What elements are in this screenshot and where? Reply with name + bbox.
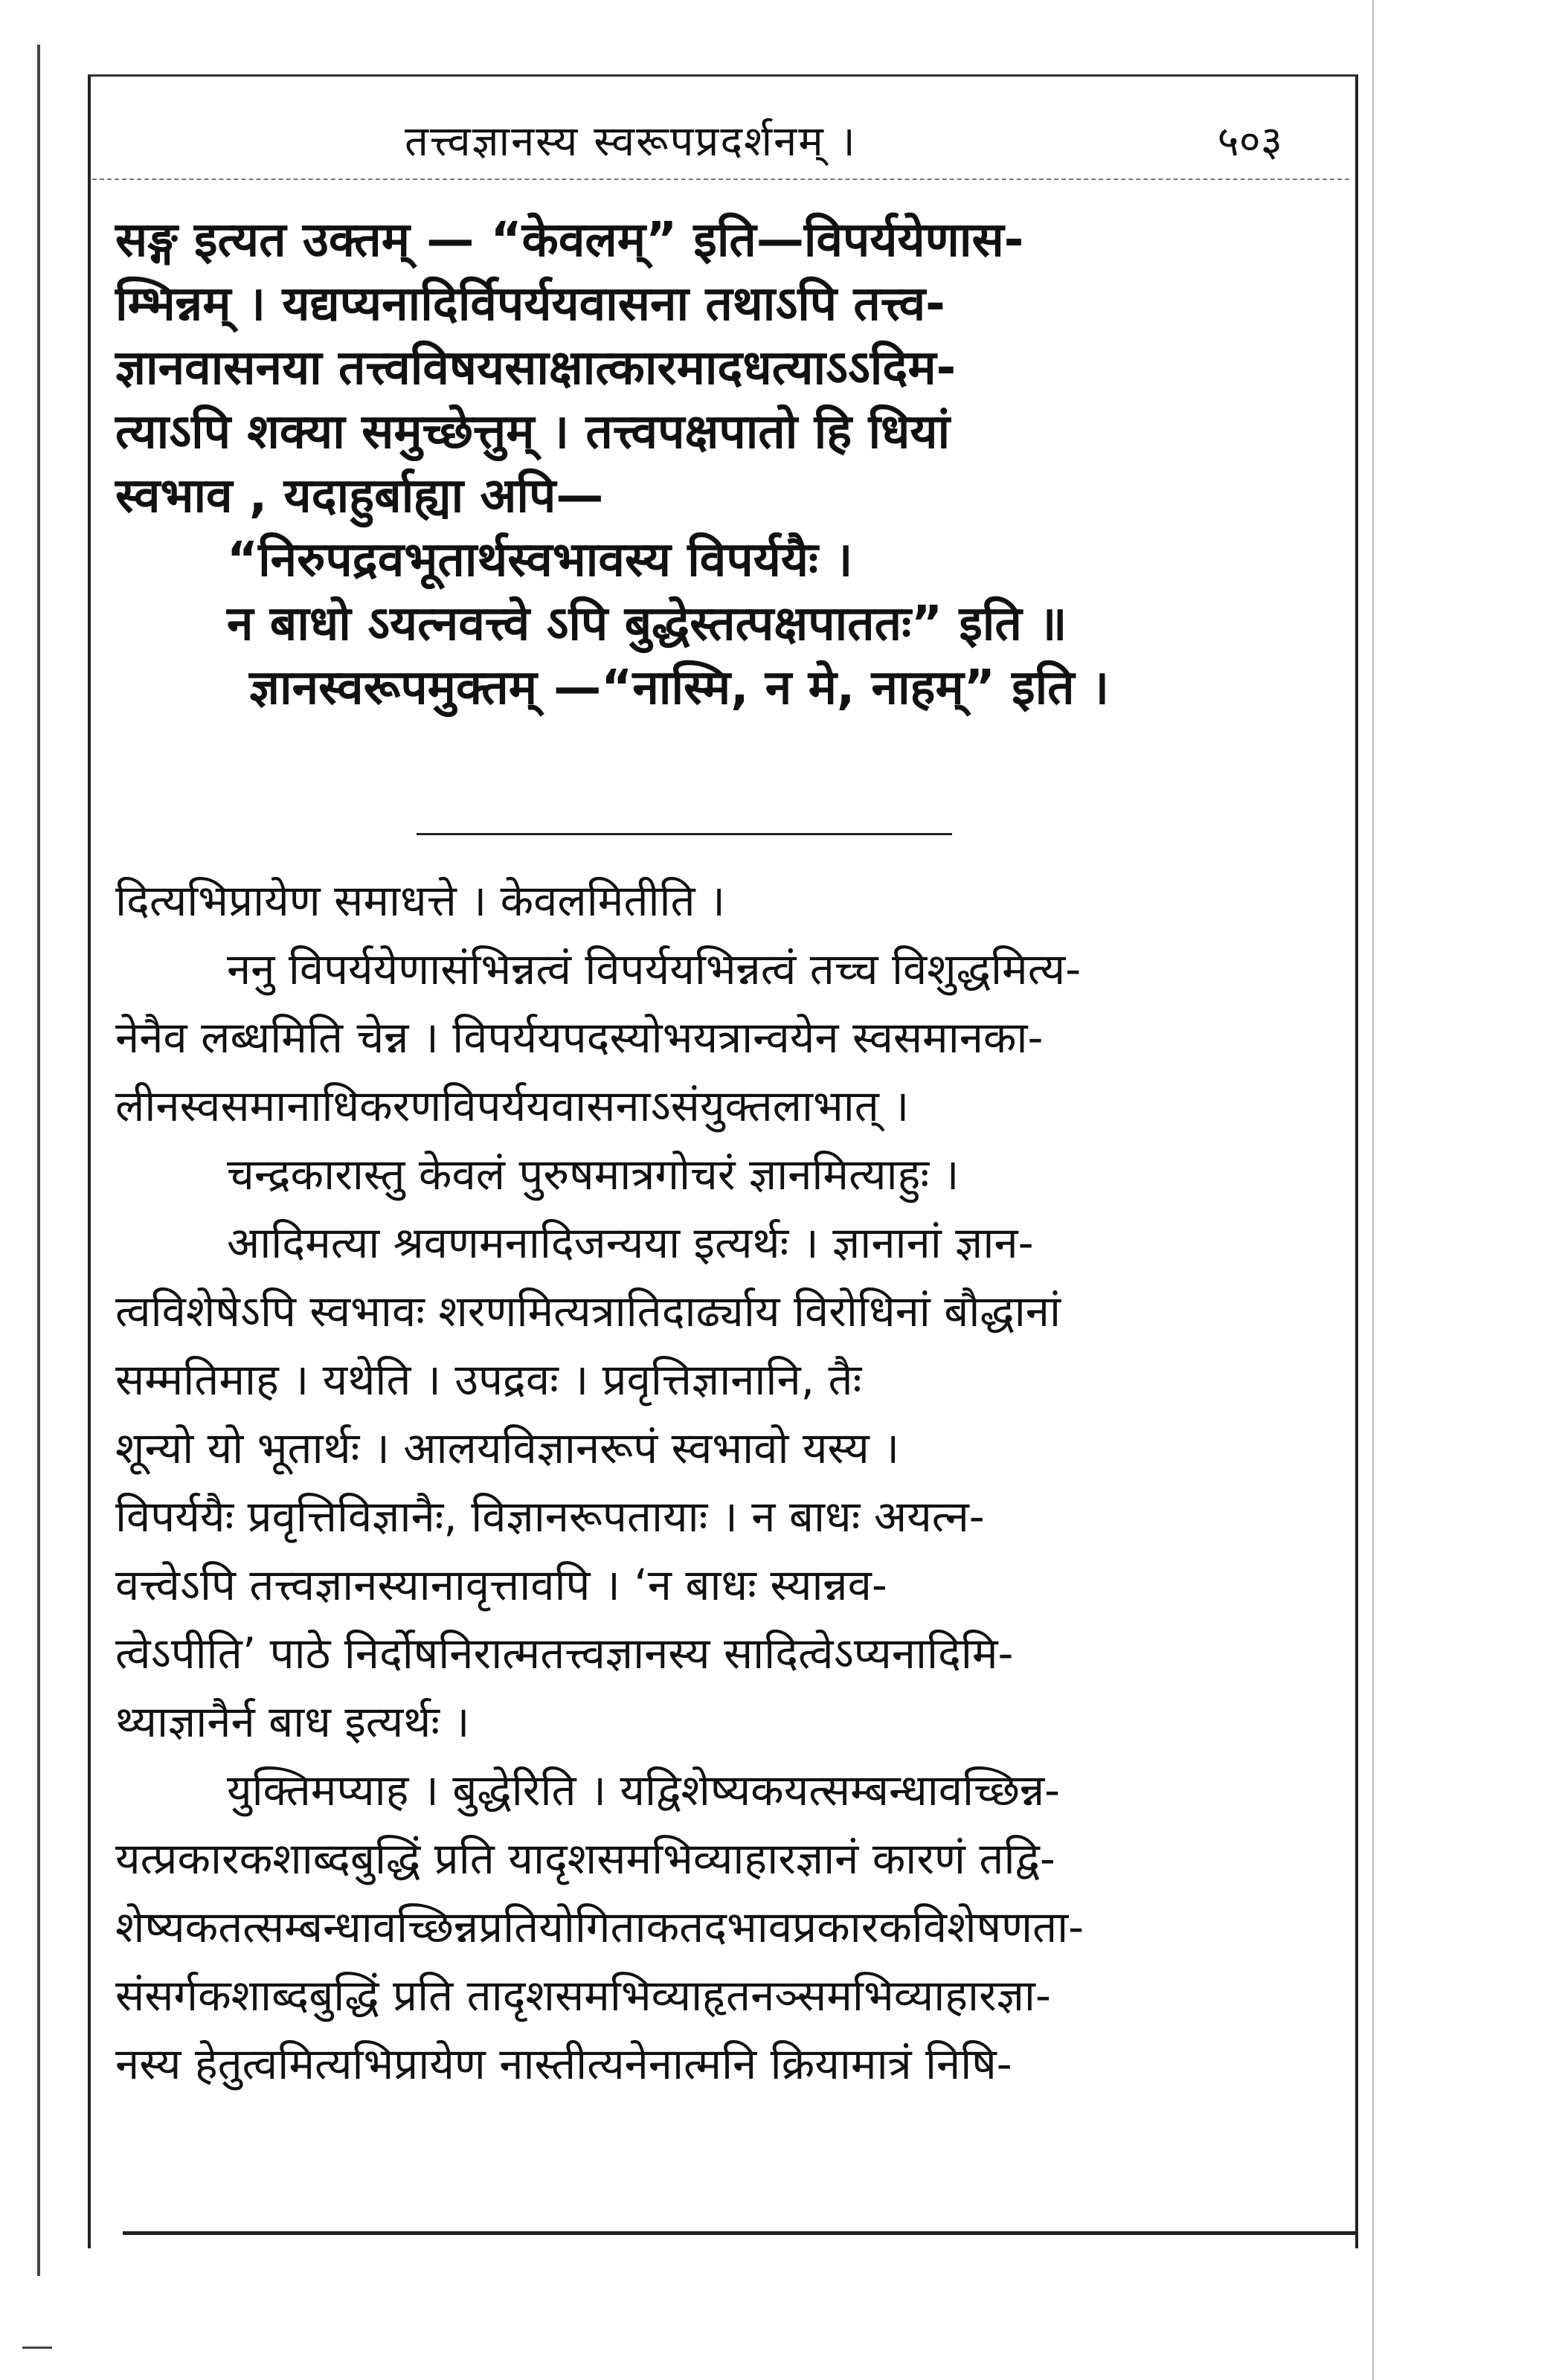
commentary-line: ननु विपर्ययेणासंभिन्नत्वं विपर्ययभिन्नत्वं तच्च विशुद्धमित्य-	[227, 944, 1081, 994]
scan-edge-right	[1372, 0, 1374, 2380]
running-head: तत्त्वज्ञानस्य स्वरूपप्रदर्शनम् ।	[405, 118, 857, 166]
commentary-line: शेष्यकतत्सम्बन्धावच्छिन्नप्रतियोगिताकतदभावप्रकारकविशेषणता-	[115, 1902, 1084, 1952]
commentary-line: युक्तिमप्याह । बुद्धेरिति । यद्विशेष्यकयत्सम्बन्धावच्छिन्न-	[227, 1765, 1061, 1815]
commentary-line: त्वेऽपीति’ पाठे निर्दोषनिरात्मतत्त्वज्ञानस्य सादित्वेऽप्यनादिमि-	[115, 1628, 1014, 1679]
verse-line: ज्ञानस्वरूपमुक्तम् —“नास्मि, न मे, नाहम्” इति ।	[249, 660, 1110, 715]
page-header	[92, 97, 1349, 180]
commentary-line: आदिमत्या श्रवणमनादिजन्यया इत्यर्थः । ज्ञानानां ज्ञान-	[227, 1218, 1034, 1268]
commentary-line: चन्द्रकारास्तु केवलं पुरुषमात्रगोचरं ज्ञानमित्याहुः ।	[227, 1149, 960, 1200]
page-number: ५०३	[1217, 118, 1282, 166]
commentary-line: शून्यो यो भूतार्थः । आलयविज्ञानरूपं स्वभावो यस्य ।	[115, 1423, 900, 1473]
verse-line: त्याऽपि शक्या समुच्छेत्तुम् । तत्त्वपक्षपातो हि धियां	[115, 405, 951, 460]
root-text	[115, 208, 1335, 720]
scan-mark	[22, 2347, 52, 2349]
scan-edge-left	[37, 45, 40, 2276]
commentary-line: विपर्ययैः प्रवृत्तिविज्ञानैः, विज्ञानरूपतायाः । न बाधः अयत्न-	[115, 1491, 985, 1542]
commentary-line: थ्याज्ञानैर्न बाध इत्यर्थः ।	[115, 1696, 470, 1747]
commentary-line: नेनैव लब्धमिति चेन्न । विपर्ययपदस्योभयत्रान्वयेन स्वसमानका-	[115, 1012, 1044, 1063]
verse-line: सङ्ग इत्यत उक्तम् — “केवलम्” इति—विपर्ययेणास-	[115, 213, 1024, 268]
commentary-line: वत्त्वेऽपि तत्त्वज्ञानस्यानावृत्तावपि । ‘न बाधः स्यान्नव-	[115, 1560, 887, 1610]
section-divider	[417, 833, 952, 835]
commentary-line: त्वविशेषेऽपि स्वभावः शरणमित्यत्रातिदार्ढ्याय विरोधिनां बौद्धानां	[115, 1286, 1061, 1337]
commentary-line: दित्यभिप्रायेण समाधत्ते । केवलमितीति ।	[115, 875, 726, 926]
verse-line: “निरुपद्रवभूतार्थस्वभावस्य विपर्ययैः ।	[227, 533, 853, 588]
verse-line: न बाधो ऽयत्नवत्त्वे ऽपि बुद्धेस्तत्पक्षपाततः” इति ॥	[227, 596, 1067, 652]
commentary-line: नस्य हेतुत्वमित्यभिप्रायेण नास्तीत्यनेनात्मनि क्रियामात्रं निषि-	[115, 2039, 1012, 2089]
commentary-line: संसर्गकशाब्दबुद्धिं प्रति तादृशसमभिव्याहृतनञ्समभिव्याहारज्ञा-	[115, 1970, 1051, 2021]
verse-line: ज्ञानवासनया तत्त्वविषयसाक्षात्कारमादधत्याऽऽदिम-	[115, 341, 957, 396]
commentary-line: लीनस्वसमानाधिकरणविपर्ययवासनाऽसंयुक्तलाभात् ।	[115, 1081, 910, 1131]
commentary-text	[115, 866, 1335, 2098]
verse-line: स्वभाव , यदाहुर्बाह्या अपि—	[115, 469, 604, 524]
verse-line: म्भिन्नम् । यद्यप्यनादिर्विपर्ययवासना तथाऽपि तत्त्व-	[115, 277, 945, 332]
footer-rule	[123, 2231, 1357, 2235]
commentary-line: यत्प्रकारकशाब्दबुद्धिं प्रति यादृशसमभिव्याहारज्ञानं कारणं तद्वि-	[115, 1833, 1055, 1884]
commentary-line: सम्मतिमाह । यथेति । उपद्रवः । प्रवृत्तिज्ञानानि, तैः	[115, 1354, 862, 1405]
